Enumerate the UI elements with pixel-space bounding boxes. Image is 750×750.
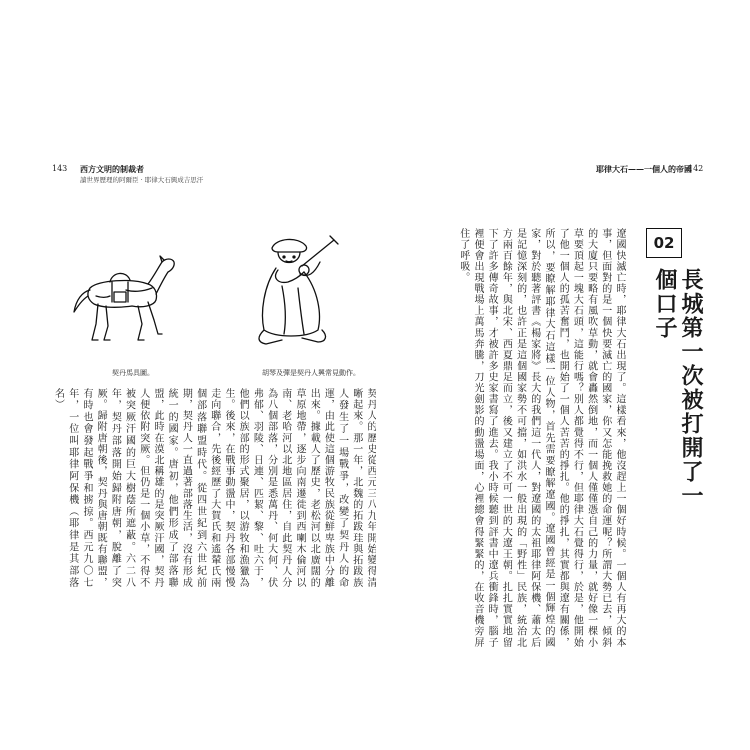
khitan-musician-illustration [242,226,352,356]
left-page-body-text: 契丹人的歷史從西元三八九年開始變得清晰起來。那一年，北魏的拓跋珪與拓跋族人發生了一場戰爭，改變了契丹人的命運，由此使這個游牧民族從鮮卑族中分離出來。據載人了歷史，老松河以北廣闊的草原地帶，逐步向南遷徙到西喇木倫河以南、老哈河以北地區居住，自此契丹人分為八個部落，分別是悉萬丹、何大何、伏弗郁、羽陵、日連、匹絜、黎、吐六于，他們以族部的形式聚居，以游牧和漁獵為生。後來，在戰事動盪中，契丹各部慢慢走向聯合，先後經歷了大賀氏和遙輦氏兩個部落聯盟時代。從四世紀到六世紀前期，契丹人一直過著部落生活，沒有形成統一的國家。唐初，他們形成了部落聯盟，此時在漠北稱雄的是突厥汗國，契丹人便依附突厥。但仍是一個小草，不得不被突厥汗國的巨大樹蔭所遮蔽。六二八年，契丹部落開始歸附唐朝，脫離了突厥。歸附唐朝後，契丹與唐朝既有聯盟，有時也會發起戰爭和掳掠。西元九〇七年，一位叫耶律阿保機（耶律是其部落名） [52,388,376,588]
chapter-number-box: 02 [646,228,682,258]
figure-caption: 胡琴及彈是契丹人興常見動作。 [262,369,360,377]
left-page-number: 143 [52,164,68,173]
right-page [376,148,716,648]
khitan-horse-illustration [62,236,182,356]
right-page-number: 142 [688,164,704,173]
chapter-heading [646,228,703,528]
right-page-body-text: 遼國快滅亡時，耶律大石出現了。這樣看來，他沒趕上一個好時候。一個人有再大的本事，但面對的是一個快要滅亡的國家，你又怎能挽救她的命運呢？所謂大勢已去，傾斜的大廈只要略有風吹草動，就會轟然倒地，而一個人僅僅憑自己的力量，就好像一棵小草要頂起一塊大石頭，這能行嗎？別人都覺得不行，但耶律大石覺得行，於是，他開始了他一個人的孤苦奮鬥，也開始了一個人苦苦的掙扎。他的掙扎，其實都與遼有關係，所以，要瞭解耶律大石這樣一位人物，首先需要瞭解遼國。遼國曾經是一個輝煌的國家，對於聽著評書《楊家將》長大的我們這一代人，對遼國的太祖耶律阿保機、蕭太后是記憶深刻的，也許正是這個國家勢不可擋，如洪水一般出現的「野性」民族，統治北方兩百餘年，與北宋、西夏鼎足而立，後又建立了不可一世的大遼王朝。扎扎實實地留下了許多傳奇故事，才被許多史家書寫了進去。我小時候聽到評書中遼兵衝鋒時，腦子裡便會出現戰場上萬馬奔騰，刀光劍影的動盪場面，心裡總會得緊緊的，在收音機旁屏住了呼吸。 [457,228,625,648]
left-running-title: 西方文明的制裁者 [80,164,144,174]
chapter-title: 長城第一次被打開了一個口子 [652,268,703,508]
horse-caption: 契丹馬具圖。 [112,369,154,377]
left-running-subtitle: 讀世界歷理的阿爾臣 · 耶律大石興成吉思汗 [80,176,204,184]
left-page [52,148,392,628]
right-running-title: 耶律大石——一個人的帝國 [596,164,692,174]
